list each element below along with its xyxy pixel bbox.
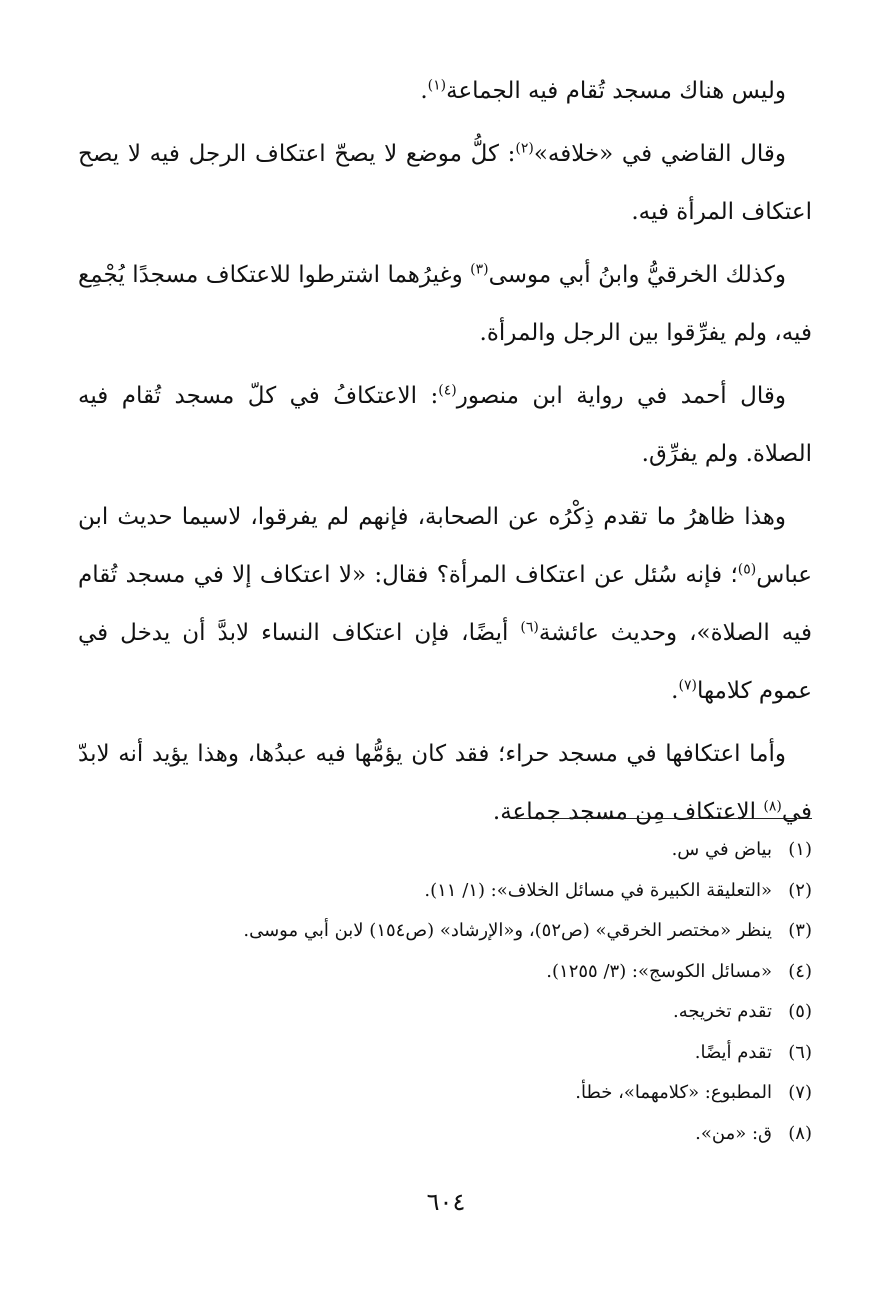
footnote-text: تقدم أيضًا. <box>694 1041 772 1063</box>
footnote-item <box>78 1114 812 1155</box>
page-number: ٦٠٤ <box>426 1188 466 1216</box>
footnote-item <box>78 830 812 871</box>
paragraph <box>78 62 812 120</box>
footnote-text: ق: «من». <box>695 1122 772 1144</box>
footnote-number: (١) <box>788 839 812 860</box>
paragraph <box>78 367 812 483</box>
paragraph <box>78 125 812 241</box>
paragraph-text: أيضًا، فإن اعتكاف النساء لابدَّ أن يدخل في عموم كلامها <box>78 620 812 704</box>
paragraph <box>78 725 812 841</box>
footnote-number: (٥) <box>788 1001 812 1022</box>
footnote-marker[interactable]: (٨) <box>763 798 782 815</box>
footnote-number: (٦) <box>788 1041 812 1063</box>
footnote-item <box>78 1033 812 1074</box>
footnote-text: ينظر «مختصر الخرقي» (ص٥٢)، و«الإرشاد» (ص١٥٤) لابن أبي موسى. <box>243 920 772 941</box>
paragraph-text: وهذا ظاهرُ ما تقدم ذِكْرُه عن الصحابة، فإنهم لم يفرقوا، لاسيما حديث ابن عباس <box>78 504 812 588</box>
footnote-item <box>78 911 812 952</box>
footnote-text: بياض في س. <box>671 839 772 860</box>
paragraph-text: الاعتكاف مِن مسجد جماعة. <box>492 799 764 825</box>
footnotes-list <box>78 830 812 1154</box>
footnote-marker[interactable]: (٢) <box>515 140 534 157</box>
footnote-number: (٢) <box>788 879 812 901</box>
paragraph-text: . <box>420 78 428 104</box>
paragraph-text: : الاعتكافُ في كلّ مسجد تُقام فيه الصلاة. ولم يفرِّق. <box>78 383 812 467</box>
footnote-number: (٨) <box>788 1122 812 1144</box>
footnote-marker[interactable]: (٧) <box>678 677 697 694</box>
footnote-number: (٣) <box>788 920 812 941</box>
footnote-number: (٧) <box>788 1082 812 1103</box>
paragraph-text: وغيرُهما اشترطوا للاعتكاف مسجدًا يُجْمِع فيه، ولم يفرِّقوا بين الرجل والمرأة. <box>78 262 812 346</box>
footnote-divider <box>516 818 812 819</box>
footnote-item <box>78 871 812 912</box>
paragraph-text: وأما اعتكافها في مسجد حراء؛ فقد كان يؤمُّها فيه عبدُها، وهذا يؤيد أنه لابدّ في <box>78 741 812 825</box>
footnote-item <box>78 952 812 993</box>
footnote-text: تقدم تخريجه. <box>673 1001 772 1022</box>
paragraph <box>78 246 812 362</box>
footnote-marker[interactable]: (١) <box>427 77 447 94</box>
paragraph-text: ؛ فإنه سُئل عن اعتكاف المرأة؟ فقال: «لا اعتكاف إلا في مسجد تُقام فيه الصلاة»، وحديث عائشة <box>78 562 812 646</box>
footnote-item <box>78 1073 812 1114</box>
footnote-item <box>78 992 812 1033</box>
footnote-marker[interactable]: (٣) <box>470 261 489 278</box>
paragraph-text: وكذلك الخرقيُّ وابنُ أبي موسى <box>488 262 786 288</box>
footnote-marker[interactable]: (٤) <box>438 382 457 399</box>
paragraph-text: وقال أحمد في رواية ابن منصور <box>456 383 786 409</box>
footnote-text: «مسائل الكوسج»: (٣/ ١٢٥٥). <box>546 960 772 982</box>
footnote-marker[interactable]: (٦) <box>520 619 539 636</box>
footnote-number: (٤) <box>788 960 812 982</box>
paragraph <box>78 488 812 720</box>
paragraph-text: : كلُّ موضع لا يصحّ اعتكاف الرجل فيه لا يصح اعتكاف المرأة فيه. <box>78 141 812 225</box>
main-text <box>78 62 812 846</box>
paragraph-text: . <box>671 678 679 704</box>
footnote-text: «التعليقة الكبيرة في مسائل الخلاف»: (١/ ١١). <box>424 879 772 901</box>
footnote-text: المطبوع: «كلامهما»، خطأ. <box>575 1082 772 1103</box>
paragraph-text: وليس هناك مسجد تُقام فيه الجماعة <box>446 78 786 104</box>
paragraph-text: وقال القاضي في «خلافه» <box>533 141 786 167</box>
footnote-marker[interactable]: (٥) <box>737 561 757 578</box>
